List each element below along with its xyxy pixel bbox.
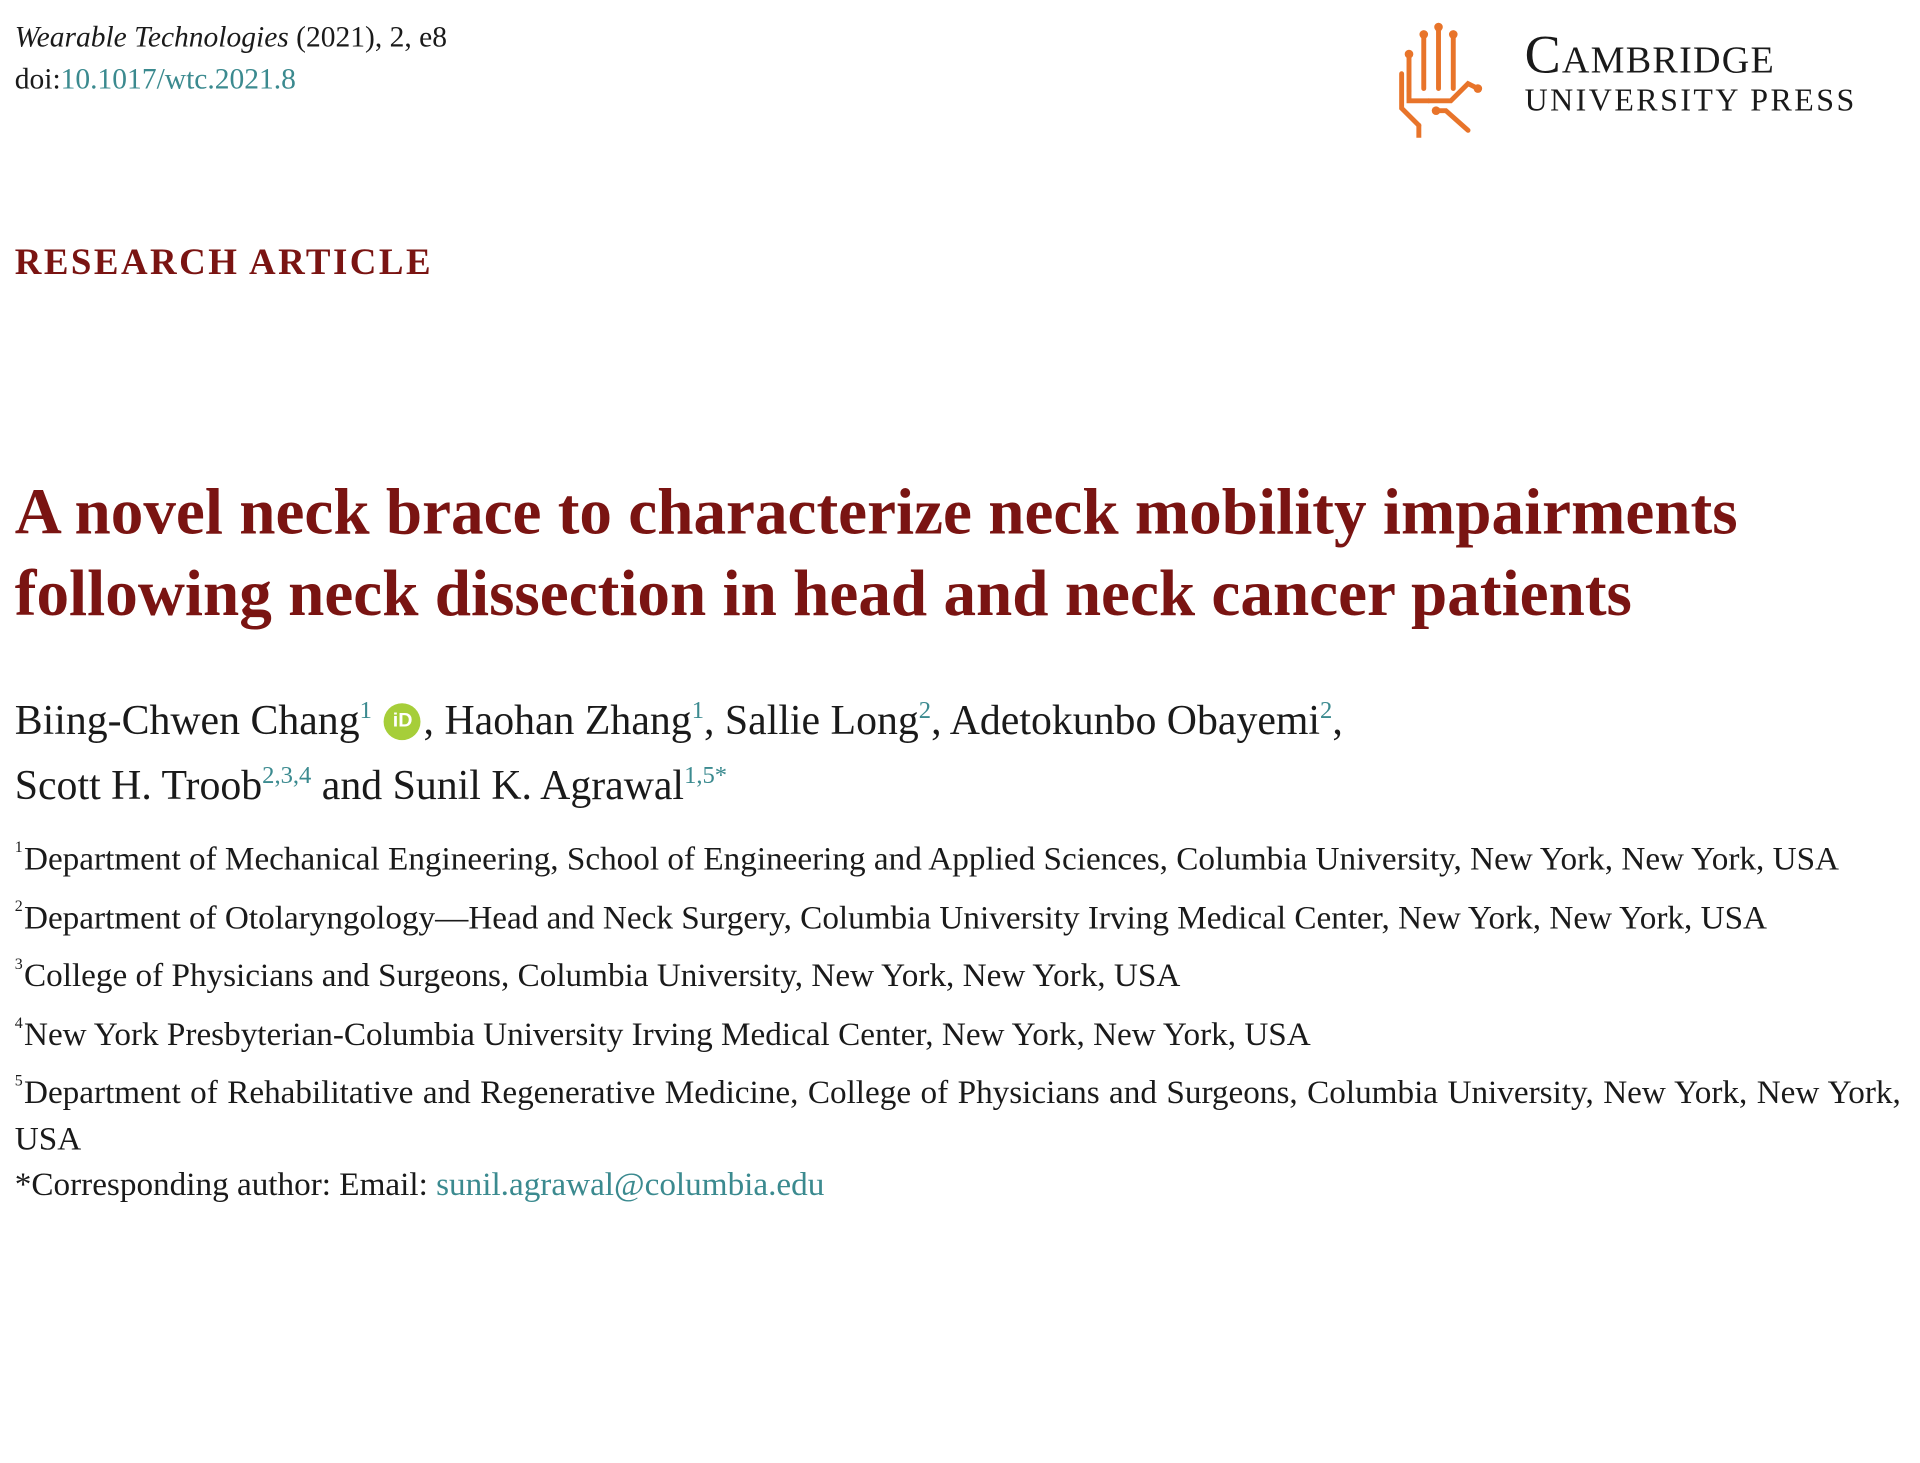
corresponding-label: *Corresponding author: Email: — [14, 1165, 437, 1203]
affiliation-list — [15, 824, 1901, 1208]
author-affiliation-sup[interactable]: 2,3,4 — [262, 762, 312, 790]
author-affiliation-sup[interactable]: 2 — [918, 697, 932, 725]
affiliation-text: Department of Rehabilitative and Regenerative Medicine, College of Physicians and Surgeons, Columbia University, New York, New York, USA — [14, 1073, 1901, 1157]
author-name[interactable]: Biing-Chwen Chang — [14, 698, 360, 744]
affiliation-number: 5 — [14, 1070, 23, 1090]
affiliation-item — [15, 882, 1901, 940]
author-name[interactable]: Scott H. Troob — [14, 763, 263, 810]
author-separator: , — [1332, 698, 1343, 744]
author-affiliation-sup[interactable]: 1,5* — [684, 762, 728, 790]
article-type-label: RESEARCH ARTICLE — [14, 242, 434, 283]
affiliation-text: Department of Mechanical Engineering, School of Engineering and Applied Sciences, Columbia University, New York, New York, USA — [23, 839, 1840, 877]
author-affiliation-sup[interactable]: 1 — [691, 697, 705, 725]
citation-line — [15, 17, 447, 59]
author-name[interactable]: Adetokunbo Obayemi — [949, 698, 1321, 744]
author-name[interactable]: Haohan Zhang — [444, 698, 692, 744]
affiliation-item — [15, 999, 1901, 1057]
corresponding-author — [15, 1162, 1901, 1208]
author-separator: , — [704, 698, 725, 744]
affiliation-number: 4 — [14, 1012, 23, 1031]
affiliation-number: 2 — [14, 895, 23, 915]
publisher-subtitle: UNIVERSITY PRESS — [1524, 82, 1857, 119]
doi-prefix: doi: — [14, 63, 61, 96]
citation-details: (2021), 2, e8 — [288, 22, 447, 55]
author-list — [15, 684, 1908, 814]
author-affiliation-sup[interactable]: 2 — [1320, 697, 1333, 725]
affiliation-text: New York Presbyterian-Columbia University Irving Medical Center, New York, New York, USA — [23, 1014, 1311, 1052]
author-name[interactable]: Sallie Long — [724, 698, 919, 744]
publisher-logo — [1392, 20, 1908, 138]
author-name[interactable]: Sunil K. Agrawal — [392, 763, 685, 810]
corresponding-email-link[interactable]: sunil.agrawal@columbia.edu — [436, 1165, 825, 1203]
affiliation-item — [15, 1057, 1901, 1162]
author-separator: , — [423, 698, 445, 744]
orcid-icon[interactable]: iD — [384, 703, 421, 740]
affiliation-number: 3 — [14, 954, 23, 973]
doi-line — [15, 59, 447, 101]
cambridge-hand-icon — [1392, 20, 1490, 138]
publisher-wordmark — [1524, 24, 1906, 119]
publisher-name: Cambridge — [1524, 24, 1776, 85]
article-title: A novel neck brace to characterize neck mobility impairments following neck dissection in head and neck cancer patients — [14, 477, 1738, 630]
journal-name: Wearable Technologies — [14, 22, 289, 55]
affiliation-text: Department of Otolaryngology—Head and Neck Surgery, Columbia University Irving Medical Center, New York, New York, USA — [23, 898, 1768, 936]
author-affiliation-sup[interactable]: 1 — [359, 697, 372, 725]
affiliation-item — [15, 941, 1901, 999]
doi-link[interactable]: 10.1017/wtc.2021.8 — [60, 63, 296, 96]
citation-header — [15, 17, 447, 101]
affiliation-item — [15, 824, 1901, 882]
author-separator: , — [931, 698, 950, 744]
affiliation-text: College of Physicians and Surgeons, Columbia University, New York, New York, USA — [23, 956, 1181, 994]
author-separator: and — [311, 763, 393, 810]
affiliation-number: 1 — [14, 837, 23, 856]
